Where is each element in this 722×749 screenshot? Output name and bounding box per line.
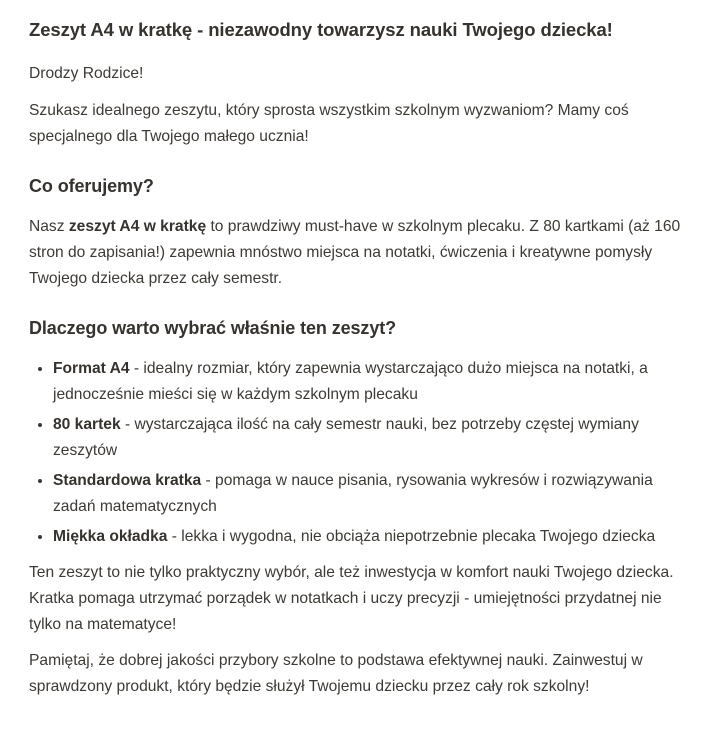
feature-name: Standardowa kratka [53,472,202,489]
why-heading: Dlaczego warto wybrać właśnie ten zeszyt? [29,318,397,338]
list-item [53,524,692,550]
closing-paragraph-1: Ten zeszyt to nie tylko praktyczny wybór, ale też inwestycja w komfort nauki Twojego dziecka. Kratka pomaga utrzymać porządek w notatkach i uczy precyzji - umiejętności przydatnej nie tylko na matematyce! [29,564,674,633]
feature-description: - lekka i wygodna, nie obciąża niepotrzebnie plecaka Twojego dziecka [167,528,656,545]
offer-heading: Co oferujemy? [29,176,154,196]
feature-description: - idealny rozmiar, który zapewnia wystarczająco dużo miejsca na notatki, a jednocześnie mieści się w każdym szkolnym plecaku [53,360,648,403]
list-item [53,356,692,408]
offer-bold: zeszyt A4 w kratkę [68,218,207,235]
offer-suffix: to prawdziwy must-have w szkolnym plecaku. Z 80 kartkami (aż 160 stron do zapisania!) zapewnia mnóstwo miejsca na notatki, ćwiczenia i kreatywne pomysły Twojego dziecka przez cały semestr. [29,218,681,287]
features-list [29,356,692,550]
feature-description: - pomaga w nauce pisania, rysowania wykresów i rozwiązywania zadań matematycznych [53,472,653,515]
feature-description: - wystarczająca ilość na cały semestr nauki, bez potrzeby częstej wymiany zeszytów [53,416,639,459]
offer-prefix: Nasz [29,218,69,235]
feature-name: Format A4 [53,360,130,377]
feature-name: Miękka okładka [53,528,168,545]
feature-name: 80 kartek [53,416,121,433]
intro-paragraph: Szukasz idealnego zeszytu, który sprosta wszystkim szkolnym wyzwaniom? Mamy coś specjalnego dla Twojego małego ucznia! [29,102,629,145]
offer-paragraph [29,214,692,292]
page-title: Zeszyt A4 w kratkę - niezawodny towarzysz nauki Twojego dziecka! [29,19,613,40]
greeting-paragraph: Drodzy Rodzice! [29,65,144,82]
closing-paragraph-2: Pamiętaj, że dobrej jakości przybory szkolne to podstawa efektywnej nauki. Zainwestuj w sprawdzony produkt, który będzie służył Twojemu dziecku przez cały rok szkolny! [29,652,643,695]
list-item [53,468,692,520]
list-item [53,412,692,464]
